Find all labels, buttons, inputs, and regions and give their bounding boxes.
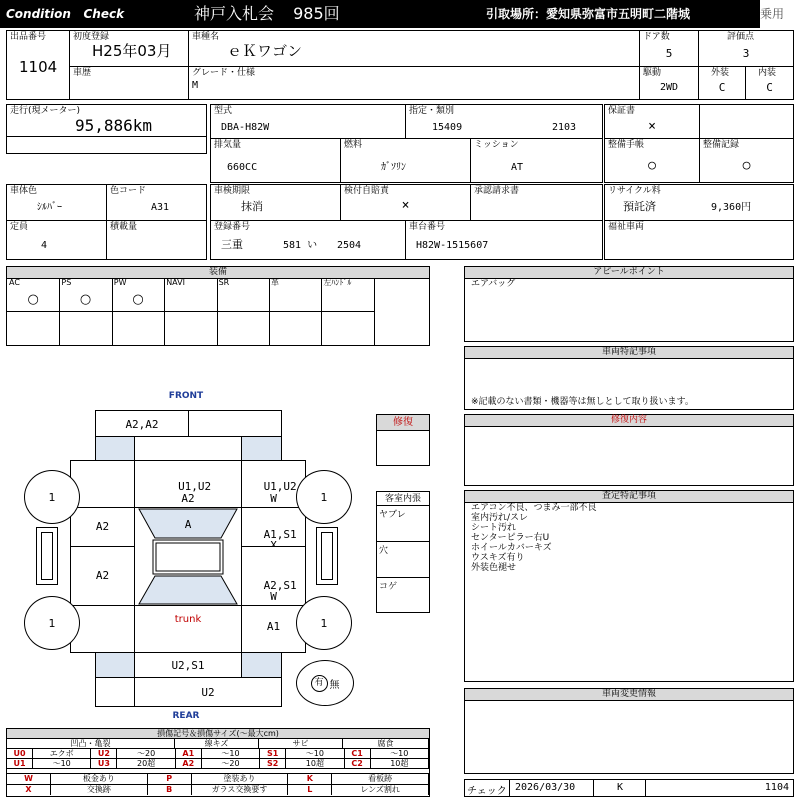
legend-panel [6,728,430,797]
header-pickup [460,0,760,28]
first-reg-label: 初度登録 [73,32,110,42]
legend-code: C1 [345,749,371,759]
tire-rear-right [296,596,352,650]
legend-title: 損傷記号＆損傷サイズ(〜最大cm) [7,729,429,739]
rear-bumper-code: U2,S1 [171,659,205,672]
legend-symbol-code: X [7,784,51,795]
designation-value2: 2103 [552,122,577,133]
equipment-header: 革 [271,278,279,287]
legend-size: 10超 [286,759,344,769]
score-value: 3 [742,47,750,60]
maint-record-label: 整備記録 [703,140,740,150]
equipment-column [112,278,165,345]
rear-label: REAR [172,711,200,721]
legend-symbol-desc: 塗装あり [192,773,289,784]
legend-code: S2 [260,759,286,769]
reg-no-class: 581 い [283,240,318,251]
check-row [464,779,794,797]
rear-window [139,576,237,604]
tire-front-right [296,470,352,524]
inspection-label: 車検期限 [214,186,251,196]
header-kind [760,0,800,28]
interior-dirt-item: コゲ [379,582,398,592]
warranty-label: 保証書 [608,106,636,116]
panel-rear-bumper [134,652,242,678]
insurance-value: × [401,198,410,213]
legend-symbol-desc: 交換跡 [51,784,148,795]
panel-left-quarter [70,605,135,653]
reg-no-label: 登録番号 [214,222,251,232]
fender-front-left [95,436,135,461]
first-reg-value: H25年03月 [92,42,172,60]
equipment-row-divider [269,311,321,312]
grade-cell [188,66,640,100]
mirror-right-inner [321,532,333,580]
equipment-mark [164,290,216,310]
check-divider-2 [593,780,594,796]
equipment-mark [321,290,373,310]
left-rear-door-code: A2 [95,569,110,582]
legend-size: 〜10 [371,749,429,759]
legend-code: U3 [91,759,117,769]
color-code-label: 色コード [110,186,147,196]
logo-text: Condition Check [6,7,125,21]
exterior-label: 外装 [711,68,730,78]
legend-group-header: 線キズ [175,739,259,749]
designation-value1: 15409 [432,122,463,133]
legend-code: A2 [176,759,202,769]
load-cell [106,220,207,260]
equipment-header: PW [113,278,127,287]
recycle-status: 預託済 [623,200,656,213]
load-label: 積載量 [110,222,138,232]
inspection-note-line: 外装色褪せ [471,563,517,573]
equipment-column [217,278,270,345]
displacement-cell [210,138,341,183]
legend-group-header: 腐食 [343,739,429,749]
grade-label: グレード・仕様 [192,68,256,78]
header-auction [190,0,460,28]
appeal-text: エアバッグ [471,279,516,289]
exterior-cell [698,66,746,100]
legend-code: S1 [260,749,286,759]
mirror-left [36,527,58,585]
mileage-value: 95,886km [75,116,153,135]
legend-symbol-code: P [148,773,192,784]
panel-front-center-left [134,460,242,508]
approval-cell [470,184,603,221]
left-front-door-code: A2 [95,520,110,533]
roof-code: A [184,518,192,531]
designation-cell [405,104,603,139]
legend-size: エクボ [33,749,91,759]
legend-group-header: サビ [259,739,343,749]
inspection-note-line: ホイールカバーキズ [471,543,552,553]
chassis-value: H82W-1515607 [416,240,489,251]
legend-size: 〜20 [202,759,260,769]
appeal-panel [464,266,794,342]
spare-suffix: 無 [329,679,340,691]
car-name-label: 車種名 [192,32,220,42]
mission-label: ミッション [474,140,519,150]
trunk-label: trunk [174,614,202,625]
warranty-cell [604,104,700,139]
model-label: 型式 [214,106,233,116]
inspection-note-line: センターピラー右U [471,533,550,543]
inspection-notes-body [471,503,789,573]
insurance-cell [340,184,471,221]
model-value: DBA-H82W [221,122,270,133]
grade-value: M [192,80,199,91]
inspection-note-line: シート汚れ [471,523,517,533]
equipment-mark: ○ [132,292,144,307]
tire-front-left [24,470,80,524]
drive-label: 駆動 [643,68,662,78]
equipment-header: AC [9,278,20,287]
interior-dirt-row-2 [377,542,429,578]
tire-front-right-value: 1 [320,490,328,504]
equipment-mark: ○ [79,292,92,307]
equipment-column [164,278,217,345]
spare-yes-marker [311,675,328,692]
panel-front-center-code: U1,U2 A2 [178,480,212,505]
sunroof-inner [156,543,220,571]
special-panel [464,346,794,410]
legend-code: A1 [176,749,202,759]
legend-symbol-desc: 板金あり [51,773,148,784]
panel-roof-front [134,436,242,461]
right-rear-door-code: A2,S1 W [263,579,297,603]
repair-box-title: 修復 [377,415,429,431]
welfare-label: 福祉車両 [608,222,645,232]
fuel-label: 燃料 [344,140,363,150]
panel-right-fender-value: U1,U2 W [263,480,297,505]
color-code-cell [106,184,207,221]
check-lot: 1104 [764,782,789,793]
interior-dirt-row-1 [377,506,429,542]
drive-value: 2WD [659,82,679,93]
special-title: 車両特記事項 [465,347,793,359]
mirror-left-inner [41,532,53,580]
history-label: 車歴 [73,68,92,78]
check-date: 2026/03/30 [515,782,576,793]
drive-cell [639,66,699,100]
first-reg-cell [69,30,189,67]
reg-no-area: 三重 [221,238,243,251]
tire-rear-left [24,596,80,650]
interior-value: C [766,81,773,94]
score-label: 評価点 [727,32,755,42]
recycle-label: リサイクル料 [608,186,661,196]
panel-left-front-door [70,507,135,547]
color-cell [6,184,107,221]
panel-left-fender [70,460,135,508]
color-label: 車体色 [10,186,38,196]
capacity-cell [6,220,107,260]
tire-front-left-value: 1 [48,490,56,504]
equipment-panel [6,266,430,346]
recycle-cell [604,184,794,221]
inspection-notes-title: 査定特記事項 [465,491,793,503]
equipment-row-divider [321,311,373,312]
pickup-location: 引取場所：愛知県弥富市五明町二階城 [486,7,691,21]
legend-code: C2 [345,759,371,769]
inspection-note-line: エアコン不良、つまみ一部不良 [471,503,597,513]
mirror-right [316,527,338,585]
manual-cell [604,138,700,183]
designation-label: 指定・類別 [409,106,455,116]
car-name-cell [188,30,640,67]
welfare-cell [604,220,794,260]
legend-size: 〜20 [117,749,175,759]
rear-lower-code: U2 [201,686,215,699]
capacity-value: 4 [41,240,48,251]
doors-value: 5 [665,47,673,60]
tire-rear-right-value: 1 [320,616,328,630]
interior-dirt-row-3 [377,578,429,612]
equipment-column [7,278,60,345]
chassis-label: 車台番号 [409,222,446,232]
equipment-column [59,278,112,345]
history-cell [69,66,189,100]
warranty-value: × [648,119,656,134]
spare-prefix: 有 [314,677,324,688]
equipment-column [269,278,322,345]
interior-label: 内装 [758,68,777,78]
spare-tire [296,660,354,706]
displacement-label: 排気量 [214,140,242,150]
auction-name: 神戸入札会 [194,4,275,23]
equipment-row-divider [7,311,59,312]
legend-symbol-desc: 看板跡 [332,773,429,784]
tire-rear-left-value: 1 [48,616,56,630]
inspection-notes-panel [464,490,794,682]
repair-detail-panel [464,414,794,486]
lamp-rear-left [95,652,135,678]
manual-label: 整備手帳 [608,140,645,150]
interior-dirt-item: ヤブレ [379,510,406,520]
chassis-cell [405,220,603,260]
legend-symbol-code: W [7,773,51,784]
displacement-value: 660CC [227,162,258,173]
equipment-row-divider [59,311,111,312]
panel-roof [134,507,242,606]
legend-symbol-code: K [288,773,332,784]
legend-size: 〜10 [286,749,344,759]
inspection-value: 抹消 [241,200,263,213]
check-inspector: K [617,782,624,793]
repair-detail-title: 修復内容 [465,415,793,427]
vehicle-kind: 乗用 [760,7,785,21]
panel-rear-lower-left [95,677,135,707]
lot-number-value: 1104 [19,58,58,76]
approval-label: 承認請求書 [474,186,520,196]
change-panel [464,688,794,774]
equipment-header: SR [218,278,230,287]
panel-right-rear-door [241,546,306,606]
equipment-mark [269,290,321,310]
panel-trunk [134,605,242,653]
check-divider-3 [645,780,646,796]
lot-number-label: 出品番号 [10,32,47,42]
legend-size: 20超 [117,759,175,769]
appeal-title: アピールポイント [465,267,793,279]
legend-code: U1 [7,759,33,769]
legend-symbol-desc: レンズ割れ [332,784,429,795]
insurance-label: 検付自賠責 [344,186,390,196]
recycle-amount: 9,360円 [711,202,752,213]
check-label: チェック [467,786,507,797]
fuel-cell [340,138,471,183]
panel-hood-code: A2,A2 [125,418,159,431]
interior-dirt-item: 穴 [379,546,389,556]
equipment-row-divider [112,311,164,312]
check-divider-1 [509,780,510,796]
mileage-divider [7,136,206,137]
mileage-label: 走行(現メーター) [10,106,81,116]
doors-cell [639,30,699,67]
inspection-note-line: 室内汚れ/スレ [471,513,529,523]
equipment-mark: ○ [27,292,39,307]
warranty-extra-cell [699,104,794,139]
legend-code: U2 [91,749,117,759]
interior-dirt-title: 客室内張 [377,492,429,506]
special-note: ※記載のない書類・機器等は無しとして取り扱います。 [471,397,694,407]
right-front-door-code: A1,S1 [263,528,297,541]
reg-no-number: 2504 [337,240,362,251]
reg-no-cell [210,220,406,260]
inspection-note-line: ウスキズ有り [471,553,525,563]
maint-record-cell [699,138,794,183]
change-title: 車両変更情報 [465,689,793,701]
maint-record-value: ○ [742,158,751,173]
inspection-cell [210,184,341,221]
mileage-cell [6,104,207,154]
fender-front-right [241,436,282,461]
capacity-label: 定員 [10,222,29,232]
panel-left-rear-door [70,546,135,606]
doors-label: ドア数 [643,32,670,42]
equipment-row-divider [164,311,216,312]
legend-size: 10超 [371,759,429,769]
legend-symbol-code: L [288,784,332,795]
equipment-column [321,278,374,345]
car-name-value: ｅＫワゴン [227,42,303,60]
mission-value: AT [511,162,524,173]
legend-symbol-code: B [148,784,192,795]
lamp-rear-right [241,652,282,678]
manual-value: ○ [648,158,656,173]
panel-hood-right [188,410,282,437]
panel-hood [95,410,189,437]
repair-box [376,414,430,466]
color-code-value: A31 [151,202,170,213]
panel-right-front-door [241,507,306,547]
mission-cell [470,138,603,183]
panel-rear-lower [134,677,282,707]
score-cell [698,30,794,67]
legend-size: 〜10 [33,759,91,769]
exterior-value: C [718,81,726,94]
model-cell [210,104,406,139]
lot-number-cell [6,30,70,100]
equipment-header: PS [61,278,72,287]
legend-code: U0 [7,749,33,759]
interior-dirt-box [376,491,430,613]
equipment-header: NAVI [166,278,185,287]
equipment-header: 左ﾊﾝﾄﾞﾙ [323,278,352,287]
fuel-value: ｶﾞｿﾘﾝ [381,162,406,173]
legend-group-header: 凹凸・亀裂 [7,739,175,749]
equipment-mark [217,290,269,310]
header-logo [0,0,190,28]
right-quarter-code: A1 [266,620,281,633]
color-value: ｼﾙﾊﾞｰ [37,202,62,213]
legend-symbol-desc: ガラス交換要す [192,784,289,795]
auction-lot: 985回 [293,4,340,23]
legend-size: 〜10 [202,749,260,759]
equipment-row-divider [217,311,269,312]
front-label: FRONT [168,391,204,401]
interior-cell [745,66,794,100]
equipment-title: 装備 [7,267,429,279]
